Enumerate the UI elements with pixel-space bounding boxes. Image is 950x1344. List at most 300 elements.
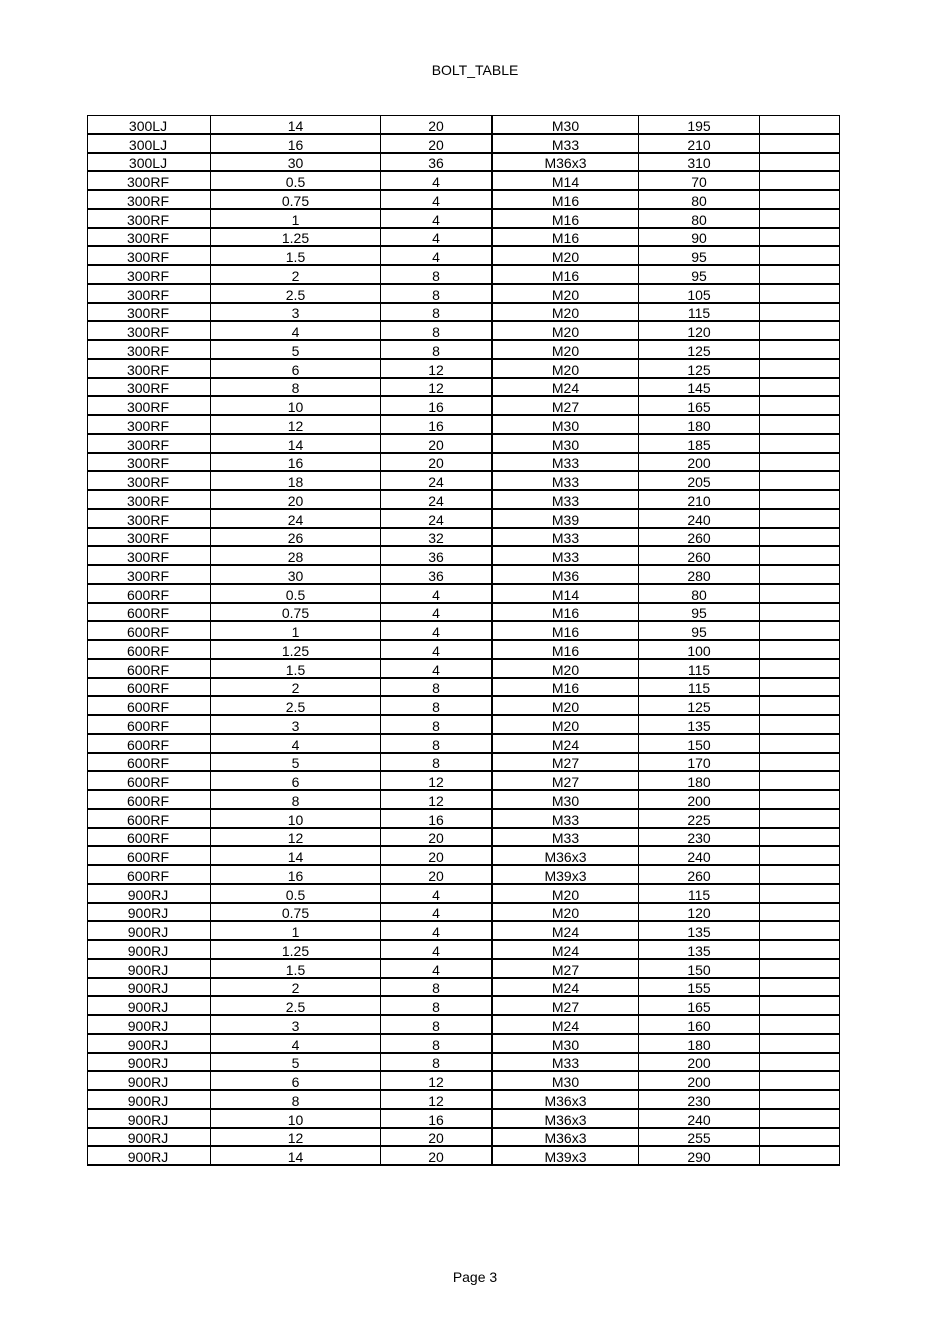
flange-class-cell: 300RF xyxy=(88,228,211,247)
nominal-size-cell: 1.5 xyxy=(211,246,381,265)
nominal-size-cell: 2 xyxy=(211,978,381,997)
bolt-length-cell: 290 xyxy=(639,1146,760,1165)
bolt-length-cell: 170 xyxy=(639,753,760,772)
extra-cell xyxy=(760,509,840,528)
nominal-size-cell: 14 xyxy=(211,116,381,134)
nominal-size-cell: 6 xyxy=(211,1071,381,1090)
nominal-size-cell: 1.25 xyxy=(211,228,381,247)
nominal-size-cell: 2 xyxy=(211,265,381,284)
table-row xyxy=(88,546,840,565)
bolt-count-cell: 4 xyxy=(381,584,493,603)
extra-cell xyxy=(760,209,840,228)
nominal-size-cell: 5 xyxy=(211,753,381,772)
flange-class-cell: 300RF xyxy=(88,340,211,359)
table-row xyxy=(88,321,840,340)
nominal-size-cell: 5 xyxy=(211,340,381,359)
flange-class-cell: 900RJ xyxy=(88,1146,211,1165)
table-row xyxy=(88,490,840,509)
bolt-length-cell: 210 xyxy=(639,134,760,153)
nominal-size-cell: 10 xyxy=(211,396,381,415)
flange-class-cell: 300RF xyxy=(88,246,211,265)
nominal-size-cell: 1.25 xyxy=(211,940,381,959)
extra-cell xyxy=(760,771,840,790)
bolt-thread-cell: M16 xyxy=(492,621,639,640)
bolt-thread-cell: M33 xyxy=(492,809,639,828)
extra-cell xyxy=(760,284,840,303)
table-row xyxy=(88,1128,840,1147)
bolt-thread-cell: M30 xyxy=(492,415,639,434)
table-row xyxy=(88,1090,840,1109)
bolt-length-cell: 115 xyxy=(639,678,760,697)
extra-cell xyxy=(760,678,840,697)
bolt-length-cell: 200 xyxy=(639,790,760,809)
bolt-table xyxy=(87,115,840,1166)
bolt-thread-cell: M30 xyxy=(492,1071,639,1090)
extra-cell xyxy=(760,621,840,640)
extra-cell xyxy=(760,340,840,359)
table-row xyxy=(88,809,840,828)
extra-cell xyxy=(760,153,840,172)
flange-class-cell: 600RF xyxy=(88,640,211,659)
table-row xyxy=(88,453,840,472)
extra-cell xyxy=(760,228,840,247)
table-row xyxy=(88,1053,840,1072)
nominal-size-cell: 30 xyxy=(211,565,381,584)
table-row xyxy=(88,828,840,847)
bolt-length-cell: 210 xyxy=(639,490,760,509)
table-row xyxy=(88,284,840,303)
table-row xyxy=(88,565,840,584)
bolt-count-cell: 4 xyxy=(381,246,493,265)
bolt-count-cell: 16 xyxy=(381,1109,493,1128)
nominal-size-cell: 1 xyxy=(211,621,381,640)
flange-class-cell: 600RF xyxy=(88,734,211,753)
bolt-count-cell: 20 xyxy=(381,846,493,865)
bolt-length-cell: 310 xyxy=(639,153,760,172)
nominal-size-cell: 4 xyxy=(211,1034,381,1053)
bolt-count-cell: 20 xyxy=(381,1128,493,1147)
bolt-length-cell: 195 xyxy=(639,116,760,134)
bolt-count-cell: 36 xyxy=(381,153,493,172)
extra-cell xyxy=(760,659,840,678)
flange-class-cell: 600RF xyxy=(88,584,211,603)
bolt-thread-cell: M24 xyxy=(492,978,639,997)
table-row xyxy=(88,696,840,715)
bolt-count-cell: 24 xyxy=(381,490,493,509)
nominal-size-cell: 2.5 xyxy=(211,996,381,1015)
nominal-size-cell: 3 xyxy=(211,303,381,322)
extra-cell xyxy=(760,1109,840,1128)
extra-cell xyxy=(760,1146,840,1165)
bolt-length-cell: 95 xyxy=(639,265,760,284)
bolt-length-cell: 80 xyxy=(639,209,760,228)
flange-class-cell: 600RF xyxy=(88,771,211,790)
bolt-count-cell: 12 xyxy=(381,378,493,397)
bolt-thread-cell: M30 xyxy=(492,1034,639,1053)
bolt-length-cell: 80 xyxy=(639,190,760,209)
nominal-size-cell: 12 xyxy=(211,415,381,434)
extra-cell xyxy=(760,809,840,828)
bolt-length-cell: 205 xyxy=(639,471,760,490)
flange-class-cell: 300RF xyxy=(88,190,211,209)
nominal-size-cell: 1 xyxy=(211,921,381,940)
bolt-thread-cell: M36x3 xyxy=(492,1109,639,1128)
flange-class-cell: 300RF xyxy=(88,509,211,528)
table-row xyxy=(88,153,840,172)
bolt-thread-cell: M27 xyxy=(492,396,639,415)
flange-class-cell: 300LJ xyxy=(88,134,211,153)
bolt-thread-cell: M39 xyxy=(492,509,639,528)
bolt-count-cell: 20 xyxy=(381,434,493,453)
flange-class-cell: 900RJ xyxy=(88,1109,211,1128)
table-row xyxy=(88,1071,840,1090)
bolt-length-cell: 105 xyxy=(639,284,760,303)
bolt-length-cell: 225 xyxy=(639,809,760,828)
flange-class-cell: 600RF xyxy=(88,621,211,640)
bolt-count-cell: 16 xyxy=(381,396,493,415)
extra-cell xyxy=(760,753,840,772)
extra-cell xyxy=(760,453,840,472)
extra-cell xyxy=(760,471,840,490)
bolt-length-cell: 100 xyxy=(639,640,760,659)
extra-cell xyxy=(760,565,840,584)
bolt-thread-cell: M33 xyxy=(492,528,639,547)
extra-cell xyxy=(760,321,840,340)
nominal-size-cell: 6 xyxy=(211,359,381,378)
bolt-count-cell: 8 xyxy=(381,340,493,359)
bolt-length-cell: 95 xyxy=(639,621,760,640)
table-row xyxy=(88,116,840,134)
table-row xyxy=(88,640,840,659)
flange-class-cell: 600RF xyxy=(88,828,211,847)
nominal-size-cell: 1.25 xyxy=(211,640,381,659)
bolt-count-cell: 4 xyxy=(381,209,493,228)
extra-cell xyxy=(760,434,840,453)
bolt-length-cell: 135 xyxy=(639,940,760,959)
nominal-size-cell: 0.5 xyxy=(211,171,381,190)
nominal-size-cell: 1 xyxy=(211,209,381,228)
bolt-count-cell: 36 xyxy=(381,546,493,565)
bolt-length-cell: 125 xyxy=(639,340,760,359)
nominal-size-cell: 0.75 xyxy=(211,603,381,622)
table-row xyxy=(88,303,840,322)
bolt-thread-cell: M27 xyxy=(492,959,639,978)
table-row xyxy=(88,734,840,753)
bolt-count-cell: 4 xyxy=(381,903,493,922)
nominal-size-cell: 14 xyxy=(211,434,381,453)
nominal-size-cell: 12 xyxy=(211,828,381,847)
bolt-count-cell: 4 xyxy=(381,659,493,678)
flange-class-cell: 300RF xyxy=(88,490,211,509)
flange-class-cell: 900RJ xyxy=(88,978,211,997)
nominal-size-cell: 14 xyxy=(211,846,381,865)
bolt-thread-cell: M20 xyxy=(492,715,639,734)
table-row xyxy=(88,659,840,678)
bolt-length-cell: 240 xyxy=(639,509,760,528)
bolt-length-cell: 260 xyxy=(639,528,760,547)
bolt-length-cell: 95 xyxy=(639,246,760,265)
bolt-count-cell: 12 xyxy=(381,771,493,790)
bolt-thread-cell: M24 xyxy=(492,734,639,753)
flange-class-cell: 600RF xyxy=(88,865,211,884)
bolt-count-cell: 4 xyxy=(381,603,493,622)
table-row xyxy=(88,1015,840,1034)
flange-class-cell: 300RF xyxy=(88,415,211,434)
flange-class-cell: 900RJ xyxy=(88,1034,211,1053)
flange-class-cell: 600RF xyxy=(88,678,211,697)
table-row xyxy=(88,978,840,997)
bolt-count-cell: 8 xyxy=(381,303,493,322)
extra-cell xyxy=(760,715,840,734)
bolt-count-cell: 4 xyxy=(381,228,493,247)
extra-cell xyxy=(760,903,840,922)
flange-class-cell: 900RJ xyxy=(88,1071,211,1090)
bolt-length-cell: 260 xyxy=(639,546,760,565)
bolt-count-cell: 8 xyxy=(381,265,493,284)
page-title: BOLT_TABLE xyxy=(431,62,519,78)
bolt-thread-cell: M27 xyxy=(492,771,639,790)
nominal-size-cell: 16 xyxy=(211,134,381,153)
table-row xyxy=(88,209,840,228)
table-row xyxy=(88,903,840,922)
flange-class-cell: 300RF xyxy=(88,321,211,340)
table-row xyxy=(88,996,840,1015)
flange-class-cell: 300RF xyxy=(88,284,211,303)
flange-class-cell: 300RF xyxy=(88,359,211,378)
nominal-size-cell: 14 xyxy=(211,1146,381,1165)
bolt-length-cell: 125 xyxy=(639,359,760,378)
bolt-length-cell: 115 xyxy=(639,884,760,903)
bolt-count-cell: 12 xyxy=(381,790,493,809)
bolt-count-cell: 24 xyxy=(381,471,493,490)
nominal-size-cell: 18 xyxy=(211,471,381,490)
flange-class-cell: 900RJ xyxy=(88,884,211,903)
bolt-thread-cell: M20 xyxy=(492,659,639,678)
bolt-thread-cell: M20 xyxy=(492,284,639,303)
table-row xyxy=(88,415,840,434)
nominal-size-cell: 5 xyxy=(211,1053,381,1072)
bolt-count-cell: 20 xyxy=(381,865,493,884)
bolt-length-cell: 165 xyxy=(639,996,760,1015)
nominal-size-cell: 2 xyxy=(211,678,381,697)
bolt-thread-cell: M16 xyxy=(492,265,639,284)
extra-cell xyxy=(760,1015,840,1034)
extra-cell xyxy=(760,940,840,959)
extra-cell xyxy=(760,528,840,547)
nominal-size-cell: 8 xyxy=(211,1090,381,1109)
extra-cell xyxy=(760,396,840,415)
flange-class-cell: 300RF xyxy=(88,396,211,415)
bolt-count-cell: 4 xyxy=(381,190,493,209)
table-row xyxy=(88,471,840,490)
flange-class-cell: 300LJ xyxy=(88,116,211,134)
nominal-size-cell: 24 xyxy=(211,509,381,528)
bolt-count-cell: 4 xyxy=(381,959,493,978)
bolt-length-cell: 155 xyxy=(639,978,760,997)
bolt-thread-cell: M33 xyxy=(492,134,639,153)
bolt-length-cell: 230 xyxy=(639,828,760,847)
nominal-size-cell: 1.5 xyxy=(211,659,381,678)
bolt-thread-cell: M24 xyxy=(492,1015,639,1034)
flange-class-cell: 300RF xyxy=(88,265,211,284)
bolt-length-cell: 80 xyxy=(639,584,760,603)
table-row xyxy=(88,959,840,978)
table-row xyxy=(88,171,840,190)
extra-cell xyxy=(760,265,840,284)
bolt-thread-cell: M30 xyxy=(492,116,639,134)
nominal-size-cell: 16 xyxy=(211,453,381,472)
nominal-size-cell: 0.5 xyxy=(211,584,381,603)
flange-class-cell: 300RF xyxy=(88,471,211,490)
bolt-length-cell: 200 xyxy=(639,1071,760,1090)
nominal-size-cell: 0.75 xyxy=(211,903,381,922)
table-row xyxy=(88,846,840,865)
bolt-length-cell: 185 xyxy=(639,434,760,453)
bolt-count-cell: 16 xyxy=(381,415,493,434)
bolt-thread-cell: M30 xyxy=(492,790,639,809)
bolt-count-cell: 4 xyxy=(381,940,493,959)
nominal-size-cell: 0.5 xyxy=(211,884,381,903)
bolt-count-cell: 8 xyxy=(381,696,493,715)
extra-cell xyxy=(760,490,840,509)
bolt-thread-cell: M27 xyxy=(492,996,639,1015)
extra-cell xyxy=(760,116,840,134)
flange-class-cell: 900RJ xyxy=(88,1128,211,1147)
bolt-count-cell: 8 xyxy=(381,1015,493,1034)
bolt-length-cell: 200 xyxy=(639,453,760,472)
bolt-length-cell: 160 xyxy=(639,1015,760,1034)
flange-class-cell: 900RJ xyxy=(88,921,211,940)
table-row xyxy=(88,603,840,622)
bolt-count-cell: 8 xyxy=(381,678,493,697)
bolt-count-cell: 20 xyxy=(381,453,493,472)
bolt-length-cell: 120 xyxy=(639,321,760,340)
table-row xyxy=(88,753,840,772)
flange-class-cell: 900RJ xyxy=(88,903,211,922)
nominal-size-cell: 0.75 xyxy=(211,190,381,209)
bolt-thread-cell: M33 xyxy=(492,490,639,509)
nominal-size-cell: 2.5 xyxy=(211,696,381,715)
extra-cell xyxy=(760,1034,840,1053)
bolt-length-cell: 125 xyxy=(639,696,760,715)
page-number: Page 3 xyxy=(452,1269,498,1285)
bolt-count-cell: 12 xyxy=(381,359,493,378)
nominal-size-cell: 3 xyxy=(211,715,381,734)
nominal-size-cell: 10 xyxy=(211,1109,381,1128)
bolt-length-cell: 95 xyxy=(639,603,760,622)
table-row xyxy=(88,1034,840,1053)
flange-class-cell: 300RF xyxy=(88,303,211,322)
nominal-size-cell: 10 xyxy=(211,809,381,828)
nominal-size-cell: 1.5 xyxy=(211,959,381,978)
bolt-length-cell: 180 xyxy=(639,1034,760,1053)
bolt-thread-cell: M16 xyxy=(492,190,639,209)
nominal-size-cell: 8 xyxy=(211,790,381,809)
bolt-thread-cell: M27 xyxy=(492,753,639,772)
flange-class-cell: 600RF xyxy=(88,603,211,622)
nominal-size-cell: 3 xyxy=(211,1015,381,1034)
bolt-count-cell: 8 xyxy=(381,1053,493,1072)
extra-cell xyxy=(760,640,840,659)
nominal-size-cell: 4 xyxy=(211,734,381,753)
flange-class-cell: 900RJ xyxy=(88,1015,211,1034)
flange-class-cell: 300RF xyxy=(88,565,211,584)
flange-class-cell: 600RF xyxy=(88,846,211,865)
extra-cell xyxy=(760,415,840,434)
extra-cell xyxy=(760,359,840,378)
nominal-size-cell: 30 xyxy=(211,153,381,172)
nominal-size-cell: 20 xyxy=(211,490,381,509)
table-row xyxy=(88,246,840,265)
table-row xyxy=(88,190,840,209)
bolt-length-cell: 180 xyxy=(639,415,760,434)
bolt-length-cell: 255 xyxy=(639,1128,760,1147)
bolt-thread-cell: M39x3 xyxy=(492,1146,639,1165)
table-row xyxy=(88,396,840,415)
bolt-thread-cell: M36x3 xyxy=(492,1128,639,1147)
extra-cell xyxy=(760,865,840,884)
bolt-thread-cell: M20 xyxy=(492,303,639,322)
flange-class-cell: 900RJ xyxy=(88,1053,211,1072)
table-row xyxy=(88,509,840,528)
bolt-thread-cell: M39x3 xyxy=(492,865,639,884)
bolt-thread-cell: M33 xyxy=(492,546,639,565)
bolt-length-cell: 240 xyxy=(639,1109,760,1128)
flange-class-cell: 300RF xyxy=(88,453,211,472)
extra-cell xyxy=(760,134,840,153)
bolt-thread-cell: M16 xyxy=(492,209,639,228)
bolt-count-cell: 8 xyxy=(381,715,493,734)
extra-cell xyxy=(760,734,840,753)
extra-cell xyxy=(760,378,840,397)
nominal-size-cell: 28 xyxy=(211,546,381,565)
bolt-thread-cell: M36x3 xyxy=(492,153,639,172)
extra-cell xyxy=(760,978,840,997)
bolt-thread-cell: M33 xyxy=(492,471,639,490)
bolt-thread-cell: M36x3 xyxy=(492,846,639,865)
bolt-thread-cell: M16 xyxy=(492,640,639,659)
extra-cell xyxy=(760,584,840,603)
bolt-count-cell: 8 xyxy=(381,321,493,340)
bolt-length-cell: 135 xyxy=(639,715,760,734)
flange-class-cell: 600RF xyxy=(88,790,211,809)
bolt-length-cell: 120 xyxy=(639,903,760,922)
bolt-count-cell: 20 xyxy=(381,134,493,153)
bolt-length-cell: 180 xyxy=(639,771,760,790)
bolt-count-cell: 36 xyxy=(381,565,493,584)
extra-cell xyxy=(760,846,840,865)
extra-cell xyxy=(760,603,840,622)
bolt-count-cell: 8 xyxy=(381,734,493,753)
flange-class-cell: 300RF xyxy=(88,171,211,190)
bolt-thread-cell: M33 xyxy=(492,1053,639,1072)
flange-class-cell: 900RJ xyxy=(88,996,211,1015)
table-row xyxy=(88,940,840,959)
bolt-count-cell: 16 xyxy=(381,809,493,828)
bolt-length-cell: 70 xyxy=(639,171,760,190)
bolt-thread-cell: M24 xyxy=(492,940,639,959)
bolt-thread-cell: M20 xyxy=(492,884,639,903)
bolt-count-cell: 8 xyxy=(381,1034,493,1053)
bolt-count-cell: 12 xyxy=(381,1071,493,1090)
bolt-count-cell: 20 xyxy=(381,1146,493,1165)
table-row xyxy=(88,528,840,547)
bolt-count-cell: 4 xyxy=(381,884,493,903)
extra-cell xyxy=(760,696,840,715)
nominal-size-cell: 12 xyxy=(211,1128,381,1147)
bolt-length-cell: 115 xyxy=(639,659,760,678)
table-row xyxy=(88,621,840,640)
